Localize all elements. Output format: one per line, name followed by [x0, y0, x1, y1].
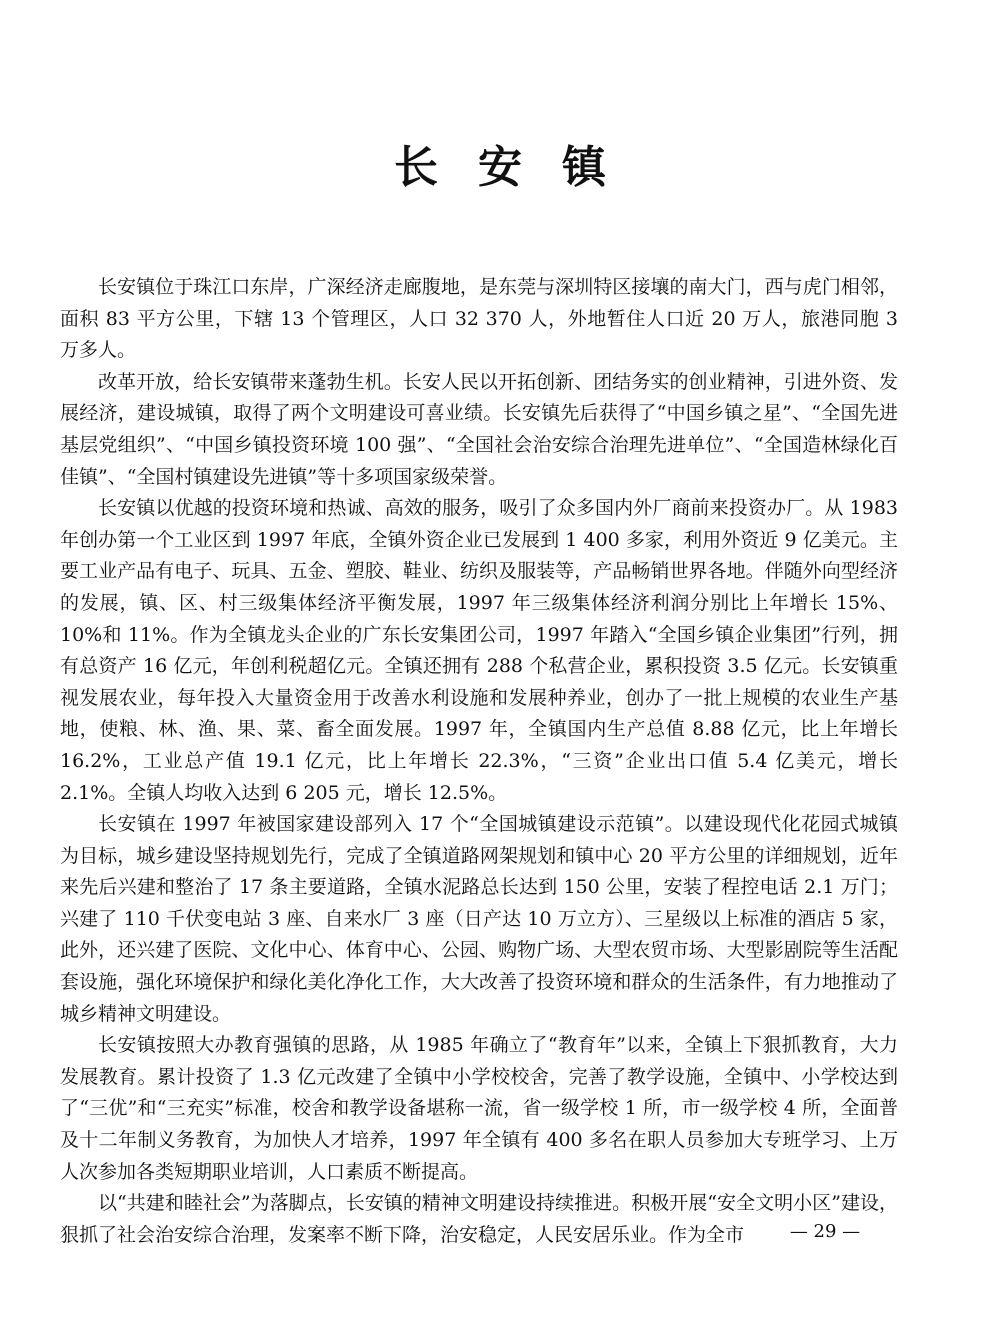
- paragraph-construction: 长安镇在 1997 年被国家建设部列入 17 个“全国城镇建设示范镇”。以建设现代化花园式城镇为目标，城乡建设坚持规划先行，完成了全镇道路网架规划和镇中心 20 平方公里的详细规划，近年来先后兴建和整治了 17 条主要道路，全镇水泥路总长达到 150 公里，安装了程控电话 2.1 万门；兴建了 110 千伏变电站 3 座、自来水厂 3 座（日产达 10 万立方）、三星级以上标准的酒店 5 家，此外，还兴建了医院、文化中心、体育中心、公园、购物广场、大型农贸市场、大型影剧院等生活配套设施，强化环境保护和绿化美化净化工作，大大改善了投资环境和群众的生活条件，有力地推动了城乡精神文明建设。: [60, 813, 898, 1025]
- paragraph-location: 长安镇位于珠江口东岸，广深经济走廊腹地，是东莞与深圳特区接壤的南大门，西与虎门相邻，面积 83 平方公里，下辖 13 个管理区，人口 32 370 人，外地暂住人口近 20 万人，旅港同胞 3 万多人。: [60, 276, 898, 362]
- article-body: [60, 272, 898, 1251]
- paragraph-education: 长安镇按照大办教育强镇的思路，从 1985 年确立了“教育年”以来，全镇上下狠抓教育，大力发展教育。累计投资了 1.3 亿元改建了全镇中小学校校舍，完善了教学设施，全镇中、小学校达到了“三优”和“三充实”标准，校舍和教学设备堪称一流，省一级学校 1 所，市一级学校 4 所，全面普及十二年制义务教育，为加快人才培养，1997 年全镇有 400 多名在职人员参加大专班学习、上万人次参加各类短期职业培训，人口素质不断提高。: [60, 1034, 898, 1183]
- page-number: — 29 —: [789, 1221, 861, 1242]
- paragraph-society: 以“共建和睦社会”为落脚点，长安镇的精神文明建设持续推进。积极开展“安全文明小区”建设，狠抓了社会治安综合治理，发案率不断下降，治安稳定，人民安居乐业。作为全市: [60, 1192, 898, 1246]
- paragraph-economy: 长安镇以优越的投资环境和热诚、高效的服务，吸引了众多国内外厂商前来投资办厂。从 1983 年创办第一个工业区到 1997 年底，全镇外资企业已发展到 1 400 多家，利用外资近 9 亿美元。主要工业产品有电子、玩具、五金、塑胶、鞋业、纺织及服装等，产品畅销世界各地。伴随外向型经济的发展，镇、区、村三级集体经济平衡发展，1997 年三级集体经济利润分别比上年增长 15%、10%和 11%。作为全镇龙头企业的广东长安集团公司，1997 年踏入“全国乡镇企业集团”行列，拥有总资产 16 亿元，年创利税超亿元。全镇还拥有 288 个私营企业，累积投资 3.5 亿元。长安镇重视发展农业，每年投入大量资金用于改善水利设施和发展种养业，创办了一批上规模的农业生产基地，使粮、林、渔、果、菜、畜全面发展。1997 年，全镇国内生产总值 8.88 亿元，比上年增长 16.2%，工业总产值 19.1 亿元，比上年增长 22.3%，“三资”企业出口值 5.4 亿美元，增长 2.1%。全镇人均收入达到 6 205 元，增长 12.5%。: [60, 497, 898, 804]
- page-title: 长安镇: [394, 142, 646, 193]
- paragraph-reform: 改革开放，给长安镇带来蓬勃生机。长安人民以开拓创新、团结务实的创业精神，引进外资、发展经济，建设城镇，取得了两个文明建设可喜业绩。长安镇先后获得了“中国乡镇之星”、“全国先进基层党组织”、“中国乡镇投资环境 100 强”、“全国社会治安综合治理先进单位”、“全国造林绿化百佳镇”、“全国村镇建设先进镇”等十多项国家级荣誉。: [60, 370, 898, 488]
